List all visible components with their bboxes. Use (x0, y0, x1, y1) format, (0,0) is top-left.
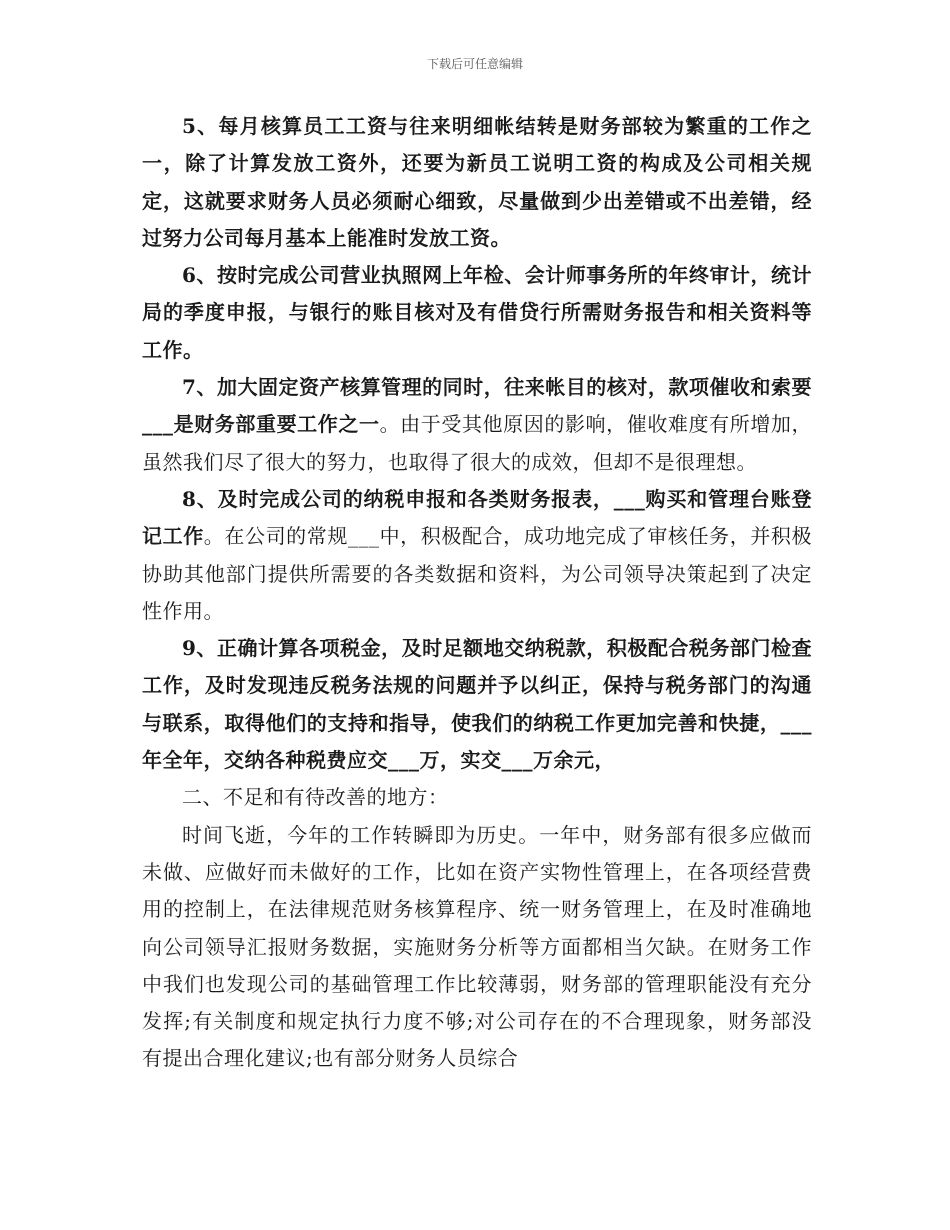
page-header: 下载后可任意编辑 (426, 57, 523, 71)
paragraph-summary (142, 817, 812, 1078)
paragraph-9 (142, 630, 812, 779)
section-heading-text: 二、不足和有待改善的地方： (182, 785, 449, 810)
paragraph-bold-text: 8、及时完成公司的纳税申报和各类财务报表，___购买和管理台账登记工作 (142, 486, 812, 549)
paragraph-text: 。在公司的常规___中，积极配合，成功地完成了审核任务，并积极协助其他部门提供所需要的各类数据和资料，为公司领导决策起到了决定性作用。 (142, 524, 813, 623)
paragraph-6 (142, 257, 812, 369)
paragraph-bold-text: 5、每月核算员工工资与往来明细帐结转是财务部较为繁重的工作之一，除了计算发放工资外，还要为新员工说明工资的构成及公司相关规定，这就要求财务人员必须耐心细致，尽量做到少出差错或不出差错，经过努力公司每月基本上能准时发放工资。 (142, 114, 812, 250)
paragraph-5 (142, 108, 812, 257)
paragraph-8 (142, 481, 812, 630)
section-heading (142, 779, 812, 816)
paragraph-7 (142, 369, 812, 481)
paragraph-bold-text: 7、加大固定资产核算管理的同时，往来帐目的核对，款项催收和索要___是财务部重要工作之一 (142, 375, 812, 437)
paragraph-bold-text: 9、正确计算各项税金，及时足额地交纳税款，积极配合税务部门检查工作，及时发现违反税务法规的问题并予以纠正，保持与税务部门的沟通与联系，取得他们的支持和指导，使我们的纳税工作更加完善和快捷，___年全年，交纳各种税费应交___万，实交___万余元， (142, 636, 812, 773)
document-body (142, 108, 812, 1078)
paragraph-text: 时间飞逝，今年的工作转瞬即为历史。一年中，财务部有很多应做而未做、应做好而未做好的工作，比如在资产实物性管理上，在各项经营费用的控制上，在法律规范财务核算程序、统一财务管理上，在及时准确地向公司领导汇报财务数据，实施财务分析等方面都相当欠缺。在财务工作中我们也发现公司的基础管理工作比较薄弱，财务部的管理职能没有充分发挥;有关制度和规定执行力度不够;对公司存在的不合理现象，财务部没有提出合理化建议;也有部分财务人员综合 (142, 822, 812, 1071)
paragraph-text: 。由于受其他原因的影响，催收难度有所增加，虽然我们尽了很大的努力，也取得了很大的成效，但却不是很理想。 (142, 412, 813, 474)
paragraph-bold-text: 6、按时完成公司营业执照网上年检、会计师事务所的年终审计，统计局的季度申报，与银行的账目核对及有借贷行所需财务报告和相关资料等工作。 (142, 263, 812, 362)
